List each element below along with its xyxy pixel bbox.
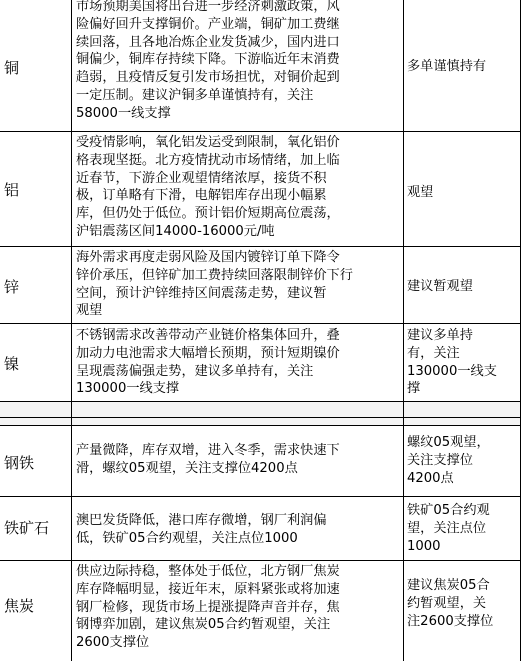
advice-line: 约暂观望，关 [407, 595, 487, 611]
commodity-name: 镍 [4, 355, 20, 373]
advice-cell [404, 426, 521, 496]
advice-cell [404, 132, 521, 246]
advice-line: 撑 [407, 381, 421, 397]
analysis-line: 近春节，下游企业观望情绪浓厚，接货不积 [76, 170, 327, 186]
advice-text [407, 577, 519, 630]
advice-text [407, 502, 519, 555]
table-row-aluminum [0, 132, 521, 247]
advice-cell [404, 0, 521, 131]
advice-line: 注2600支撑位 [407, 613, 494, 629]
analysis-line: 趋弱，且疫情反复引发市场担忧，对铜价起到 [76, 70, 340, 86]
analysis-line: 格表现坚挺。北方疫情扰动市场情绪，加上临 [76, 152, 340, 168]
advice-line: 观望 [407, 185, 434, 200]
advice-line: 铁矿05合约观 [407, 503, 490, 518]
analysis-cell [72, 497, 404, 560]
analysis-line: 130000一线支撑 [76, 381, 180, 397]
analysis-line: 市场预期美国将出台进一步经济刺激政策，风 [76, 0, 340, 14]
analysis-cell [72, 324, 404, 401]
commodity-name-cell [0, 0, 72, 131]
commodity-name: 铝 [4, 181, 20, 199]
advice-line: 建议暂观望 [407, 279, 473, 294]
advice-line: 望，关注点位 [407, 520, 487, 536]
commodity-name: 钢铁 [4, 454, 35, 472]
analysis-line: 观望 [76, 303, 103, 319]
advice-line: 1000 [407, 538, 441, 554]
advice-line: 多单谨慎持有 [407, 59, 487, 74]
analysis-text [76, 327, 401, 398]
analysis-line: 续回落，且各地冶炼企业发货减少，国内进口 [76, 34, 340, 50]
advice-cell [404, 497, 521, 560]
analysis-text [76, 563, 401, 652]
analysis-line: 加动力电池需求大幅增长预期，预计短期镍价 [76, 345, 340, 361]
commodity-name: 铜 [4, 59, 20, 77]
analysis-line: 低，铁矿05合约观望，关注点位1000 [76, 530, 298, 546]
analysis-line: 58000一线支撑 [76, 105, 171, 121]
advice-cell [404, 561, 521, 661]
advice-text [407, 278, 519, 296]
commodity-name-cell [0, 426, 72, 496]
advice-line: 建议焦炭05合 [407, 578, 490, 593]
analysis-line: 2600支撑位 [76, 635, 150, 651]
advice-line: 有，关注 [407, 345, 460, 361]
analysis-line: 滑，螺纹05观望，关注支撑位4200点 [76, 460, 298, 476]
commodity-name-cell [0, 247, 72, 323]
analysis-line: 钢博弈加剧，建议焦炭05合约暂观望，关注 [76, 617, 331, 633]
table-row-iron-ore [0, 497, 521, 561]
advice-line: 4200点 [407, 470, 454, 486]
commodity-name: 铁矿石 [4, 519, 50, 537]
analysis-text [76, 249, 401, 320]
analysis-text [76, 0, 401, 123]
commodity-name: 锌 [4, 278, 20, 296]
analysis-line: 锌价承压，但锌矿加工费持续回落限制锌价下行 [76, 267, 353, 283]
table-spacer-row [0, 402, 521, 418]
advice-line: 建议多单持 [407, 328, 473, 343]
advice-text [407, 58, 519, 76]
empty-cell [0, 418, 72, 425]
table-row-copper [0, 0, 521, 132]
commodity-name-cell [0, 132, 72, 246]
advice-line: 螺纹05观望， [407, 435, 490, 450]
empty-cell [404, 402, 521, 417]
analysis-line: 空间，预计沪锌维持区间震荡走势，建议暂 [76, 285, 327, 301]
analysis-line: 不锈钢需求改善带动产业链价格集体回升，叠 [76, 328, 340, 343]
table-spacer-row [0, 418, 521, 426]
advice-cell [404, 324, 521, 401]
commodity-name: 焦炭 [4, 597, 35, 615]
commodity-name-cell [0, 497, 72, 560]
analysis-line: 呈现震荡偏强走势，建议多单持有，关注 [76, 363, 314, 379]
analysis-line: 海外需求再度走弱风险及国内镀锌订单下降令 [76, 250, 340, 265]
commodity-name-cell [0, 324, 72, 401]
analysis-text [76, 512, 401, 548]
analysis-cell [72, 132, 404, 246]
analysis-line: 险偏好回升支撑铜价。产业端，铜矿加工费继 [76, 16, 340, 32]
analysis-line: 澳巴发货降低，港口库存微增，钢厂利润偏 [76, 513, 327, 528]
analysis-line: 供应边际持稳，整体处于低位，北方钢厂焦炭 [76, 564, 340, 579]
advice-text [407, 184, 519, 202]
advice-line: 关注支撑位 [407, 452, 473, 468]
analysis-text [76, 134, 401, 241]
analysis-line: 沪铝震荡区间14000-16000元/吨 [76, 223, 275, 239]
analysis-line: 铜偏少，铜库存持续下降。下游临近年末消费 [76, 52, 340, 68]
advice-line: 130000一线支 [407, 363, 497, 379]
analysis-line: 钢厂检修，现货市场上提涨提降声音并存，焦 [76, 599, 340, 615]
advice-cell [404, 247, 521, 323]
table-row-steel [0, 426, 521, 497]
table-row-coke [0, 561, 521, 661]
analysis-line: 库存降幅明显，接近年末，原料紧张或将加速 [76, 581, 340, 597]
analysis-cell [72, 426, 404, 496]
analysis-cell [72, 247, 404, 323]
commodity-name-cell [0, 561, 72, 661]
empty-cell [404, 418, 521, 425]
analysis-cell [72, 0, 404, 131]
empty-cell [0, 402, 72, 417]
advice-text [407, 434, 519, 487]
empty-cell [72, 402, 404, 417]
analysis-text [76, 442, 401, 478]
analysis-line: 受疫情影响，氧化铝发运受到限制，氧化铝价 [76, 135, 340, 150]
analysis-line: 产量微降，库存双增，进入冬季，需求快速下 [76, 443, 340, 458]
analysis-line: 库，但仍处于低位。预计铝价短期高位震荡， [76, 206, 340, 222]
empty-cell [72, 418, 404, 425]
table-row-nickel [0, 324, 521, 402]
table-row-zinc [0, 247, 521, 324]
advice-text [407, 327, 519, 398]
analysis-line: 一定压制。建议沪铜多单谨慎持有，关注 [76, 87, 314, 103]
analysis-cell [72, 561, 404, 661]
analysis-line: 极，订单略有下滑，电解铝库存出现小幅累 [76, 188, 327, 204]
